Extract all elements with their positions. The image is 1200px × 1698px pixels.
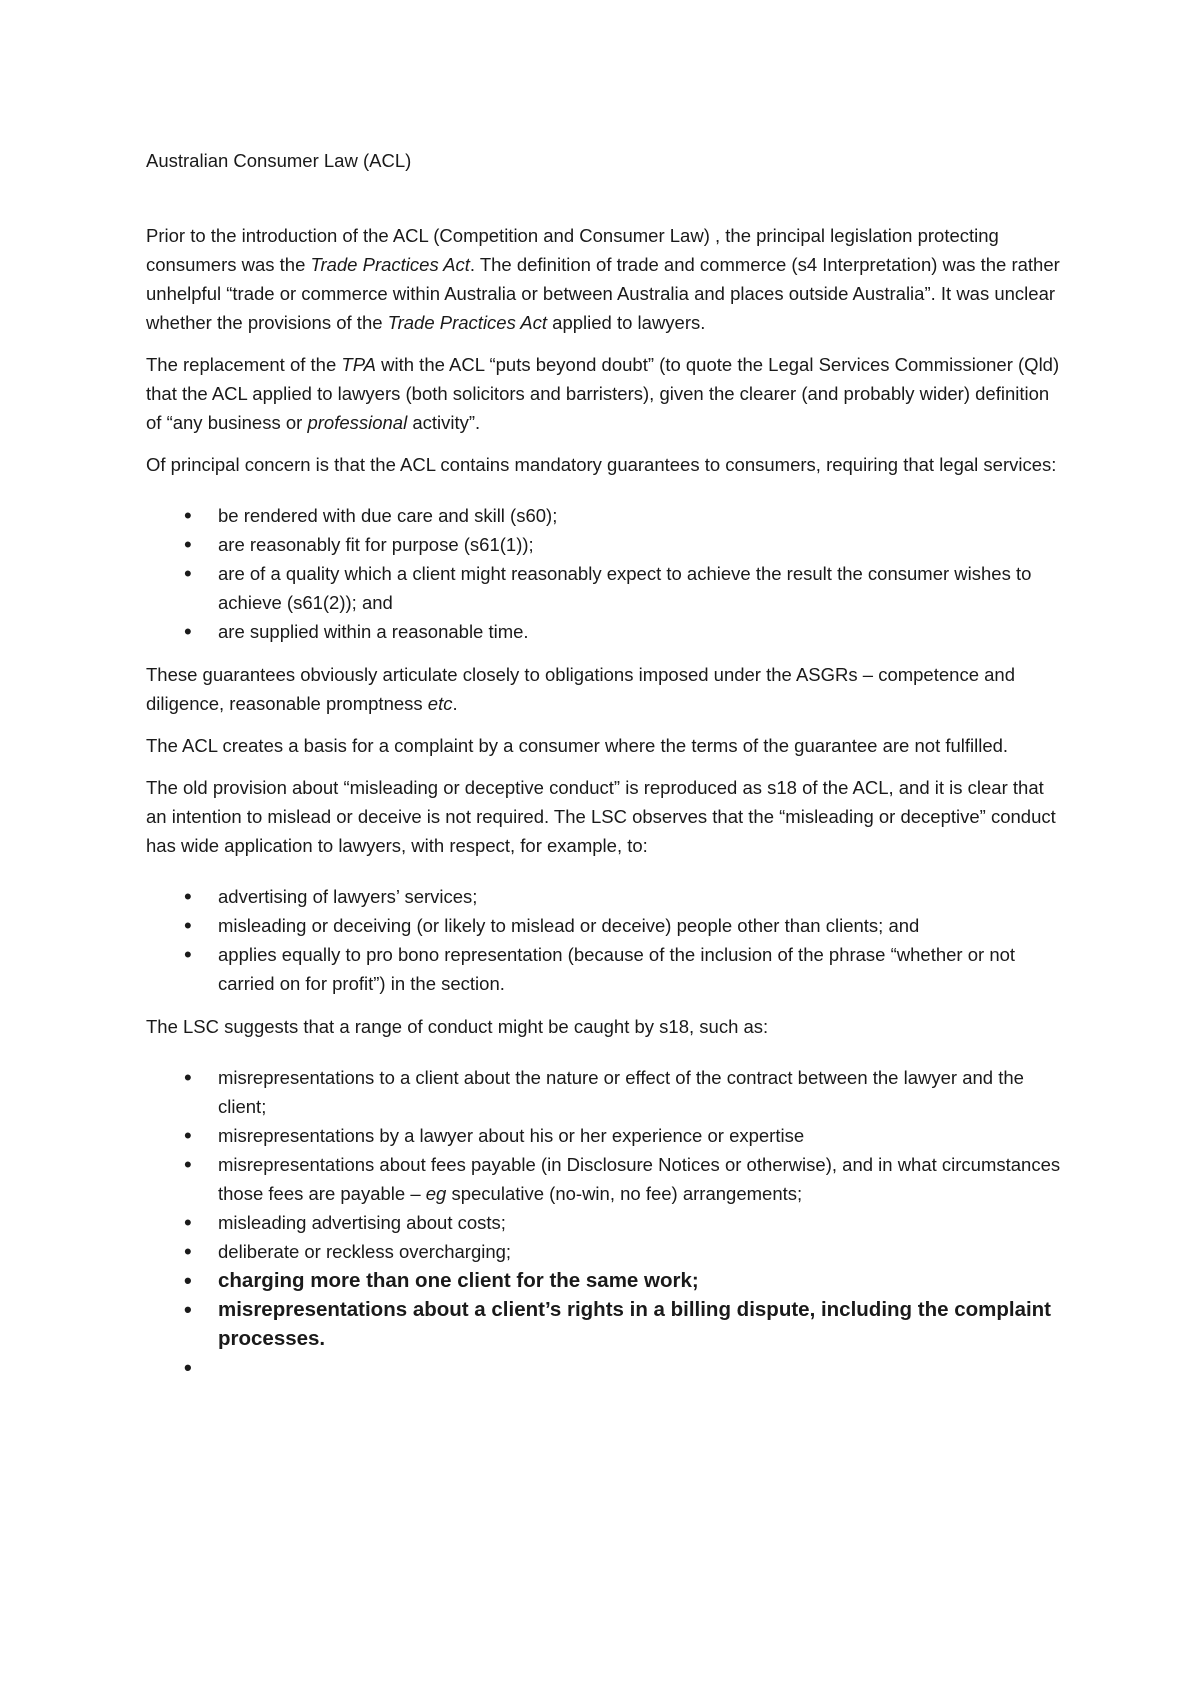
list-item: • are of a quality which a client might reasonably expect to achieve the result the consumer wishes to achieve (s61(2)); and [146, 559, 1066, 617]
italic-run: TPA [341, 354, 376, 375]
paragraph-complaint-basis: The ACL creates a basis for a complaint by a consumer where the terms of the guarantee are not fulfilled. [146, 735, 1009, 756]
list-item: • misleading or deceiving (or likely to mislead or deceive) people other than clients; and [146, 911, 1066, 940]
paragraph-intro [146, 221, 1066, 337]
text-run: applied to lawyers. [547, 312, 706, 333]
document-title: Australian Consumer Law (ACL) [146, 150, 412, 171]
paragraph-lsc-suggests: The LSC suggests that a range of conduct might be caught by s18, such as: [146, 1016, 769, 1037]
list-item: • applies equally to pro bono representation (because of the inclusion of the phrase “whether or not carried on for profit”) in the section. [146, 940, 1066, 998]
text-run: The replacement of the [146, 354, 342, 375]
list-item-bold: • misrepresentations about a client’s rights in a billing dispute, including the complaint processes. [146, 1295, 1066, 1353]
list-item: • are supplied within a reasonable time. [146, 617, 1066, 646]
paragraph-replacement [146, 350, 1066, 437]
list-item: • are reasonably fit for purpose (s61(1)); [146, 530, 1066, 559]
text-run: activity”. [407, 412, 481, 433]
text-run: misrepresentations about fees payable (in Disclosure Notices or otherwise), and in what circumstances those fees are payable – [218, 1154, 1061, 1204]
list-item: • be rendered with due care and skill (s60); [146, 501, 1066, 530]
list-item-empty [146, 1353, 1066, 1382]
italic-run: eg [425, 1183, 447, 1204]
conduct-list [146, 1063, 1066, 1382]
misleading-list [146, 882, 1066, 998]
text-run: with the ACL “puts beyond doubt” (to quote the Legal Services Commissioner (Qld) that the ACL applied to lawyers (both solicitors and barristers), given the clearer (and probably wider) definition of “any business or [146, 354, 1060, 433]
list-item: • misrepresentations by a lawyer about his or her experience or expertise [146, 1121, 1066, 1150]
text-run: speculative (no-win, no fee) arrangements; [446, 1183, 803, 1204]
list-item-bold: • charging more than one client for the same work; [146, 1266, 1066, 1295]
paragraph-asgrs [146, 660, 1066, 718]
document-body [146, 146, 1066, 1396]
text-run: . [452, 693, 458, 714]
text-run: These guarantees obviously articulate closely to obligations imposed under the ASGRs – competence and diligence, reasonable promptness [146, 664, 1015, 714]
italic-run: Trade Practices Act [310, 254, 470, 275]
list-item: • advertising of lawyers’ services; [146, 882, 1066, 911]
list-item: • misrepresentations to a client about the nature or effect of the contract between the lawyer and the client; [146, 1063, 1066, 1121]
text-run: . The definition of trade and commerce (s4 Interpretation) was the rather unhelpful “trade or commerce within Australia or between Australia and places outside Australia”. It was unclear whether the provisions of the [146, 254, 1060, 333]
text-run: Prior to the introduction of the ACL (Competition and Consumer Law) , the principal legislation protecting consumers was the [146, 225, 999, 275]
paragraph-misleading-conduct: The old provision about “misleading or deceptive conduct” is reproduced as s18 of the ACL, and it is clear that an intention to mislead or deceive is not required. The LSC observes that the “misleading or deceptive” conduct has wide application to lawyers, with respect, for example, to: [146, 777, 1056, 856]
paragraph-guarantees: Of principal concern is that the ACL contains mandatory guarantees to consumers, requiring that legal services: [146, 454, 1057, 475]
list-item [146, 1150, 1066, 1208]
italic-run: Trade Practices Act [387, 312, 548, 333]
guarantees-list [146, 501, 1066, 646]
italic-run: professional [307, 412, 408, 433]
list-item: • misleading advertising about costs; [146, 1208, 1066, 1237]
list-item: • deliberate or reckless overcharging; [146, 1237, 1066, 1266]
italic-run: etc [427, 693, 453, 714]
